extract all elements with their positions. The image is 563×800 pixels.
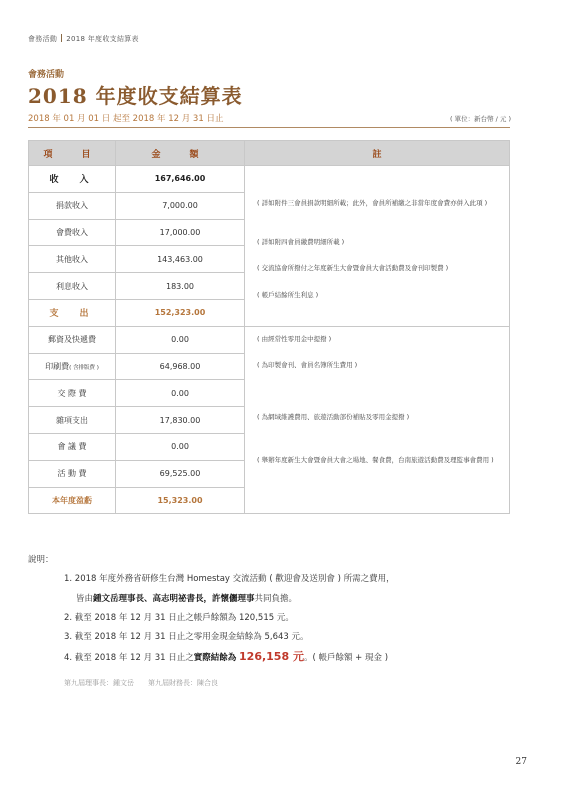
note-other: ( 交流協會所撥付之年度新生大會暨會員大會活動費及會刊印製費 ) xyxy=(257,264,449,272)
header-amount: 金 額 xyxy=(116,141,245,166)
page-number: 27 xyxy=(515,757,527,767)
description-item-2: 2. 截至 2018 年 12 月 31 日止之帳戶餘額為 120,515 元。 xyxy=(64,613,294,623)
description-item-3: 3. 截至 2018 年 12 月 31 日止之零用金現金結餘為 5,643 元。 xyxy=(64,632,309,642)
desc-text: 4. 截至 2018 年 12 月 31 日止之 xyxy=(64,653,194,663)
expense-notes xyxy=(245,326,510,514)
header-item: 項 目 xyxy=(29,141,116,166)
title-divider xyxy=(28,127,510,128)
row-amount: 17,830.00 xyxy=(116,407,245,434)
note-misc: ( 為網域維護費用、旅遊活動部份補貼及零用金提撥 ) xyxy=(257,412,410,421)
header-divider xyxy=(61,34,62,42)
note-donation: ( 詳如附件三會員捐款明細所載；此外，會員所補繳之非當年度會費亦併入此項 ) xyxy=(257,199,488,207)
header-section: 會務活動 xyxy=(28,35,58,43)
row-item: 會 議 費 xyxy=(29,433,116,460)
row-item xyxy=(29,353,116,380)
desc-text: 共同負擔。 xyxy=(254,594,298,604)
note-interest: ( 帳戶結餘所生利息 ) xyxy=(257,291,319,299)
income-notes xyxy=(245,166,510,327)
row-item: 收 入 xyxy=(29,166,116,193)
row-amount: 143,463.00 xyxy=(116,246,245,273)
row-item: 交 際 費 xyxy=(29,380,116,407)
note-activity: ( 舉辦年度新生大會暨會員大會之場地、餐食費，台南旅遊活動費及理監事會費用 ) xyxy=(257,455,494,464)
row-amount: 167,646.00 xyxy=(116,166,245,193)
row-amount: 15,323.00 xyxy=(116,487,245,514)
row-amount: 17,000.00 xyxy=(116,219,245,246)
desc-balance-value: 126,158 元 xyxy=(239,650,304,663)
page-title: 2018 年度收支結算表 xyxy=(28,84,243,108)
description-item-4 xyxy=(64,648,388,664)
row-amount: 0.00 xyxy=(116,326,245,353)
header-doc: 2018 年度收支結算表 xyxy=(66,35,139,43)
row-item: 會費收入 xyxy=(29,219,116,246)
row-amount: 0.00 xyxy=(116,433,245,460)
row-amount: 0.00 xyxy=(116,380,245,407)
row-amount: 183.00 xyxy=(116,273,245,300)
row-item: 活 動 費 xyxy=(29,460,116,487)
running-header xyxy=(28,34,139,44)
desc-balance-label: 實際結餘為 xyxy=(193,653,237,663)
note-postage: ( 由經常性零用金中提撥 ) xyxy=(257,334,332,343)
table-header-row xyxy=(29,141,510,166)
note-membership: ( 詳如附四會員繳費明細所載 ) xyxy=(257,238,345,246)
row-item: 利息收入 xyxy=(29,273,116,300)
table-row xyxy=(29,166,510,193)
period-text: 2018 年 01 月 01 日 起至 2018 年 12 月 31 日止 xyxy=(28,114,224,124)
desc-text: 皆由 xyxy=(76,594,94,604)
description-item-1-cont xyxy=(76,592,297,604)
unit-text: ( 單位：新台幣 / 元 ) xyxy=(449,115,511,123)
row-item-small: ( 含排版費 ) xyxy=(69,364,99,371)
header-note: 註 xyxy=(245,141,510,166)
row-amount: 152,323.00 xyxy=(116,299,245,326)
row-amount: 64,968.00 xyxy=(116,353,245,380)
row-amount: 69,525.00 xyxy=(116,460,245,487)
section-kicker: 會務活動 xyxy=(28,70,65,80)
note-printing: ( 為印製會刊、會員名簿所生費用 ) xyxy=(257,360,358,369)
table-row xyxy=(29,326,510,353)
row-item: 郵資及快遞費 xyxy=(29,326,116,353)
row-amount: 7,000.00 xyxy=(116,192,245,219)
signature-line: 第九屆理事長：鍾文岳 第九屆財務長：陳合良 xyxy=(64,679,218,687)
row-item: 本年度盈虧 xyxy=(29,487,116,514)
row-item: 捐款收入 xyxy=(29,192,116,219)
desc-text: 。( 帳戶餘額 + 現金 ) xyxy=(303,653,389,663)
desc-names: 鍾文岳理事長、高志明祕書長，許懷儷理事 xyxy=(93,594,255,604)
row-item: 雜項支出 xyxy=(29,407,116,434)
row-item: 其他收入 xyxy=(29,246,116,273)
row-item-main: 印刷費 xyxy=(45,361,70,371)
row-item: 支 出 xyxy=(29,299,116,326)
description-label: 說明： xyxy=(28,555,54,565)
description-item-1: 1. 2018 年度外務省研修生台灣 Homestay 交流活動 ( 歡迎會及送別會 ) 所需之費用， xyxy=(64,574,395,584)
financial-table xyxy=(28,140,510,514)
